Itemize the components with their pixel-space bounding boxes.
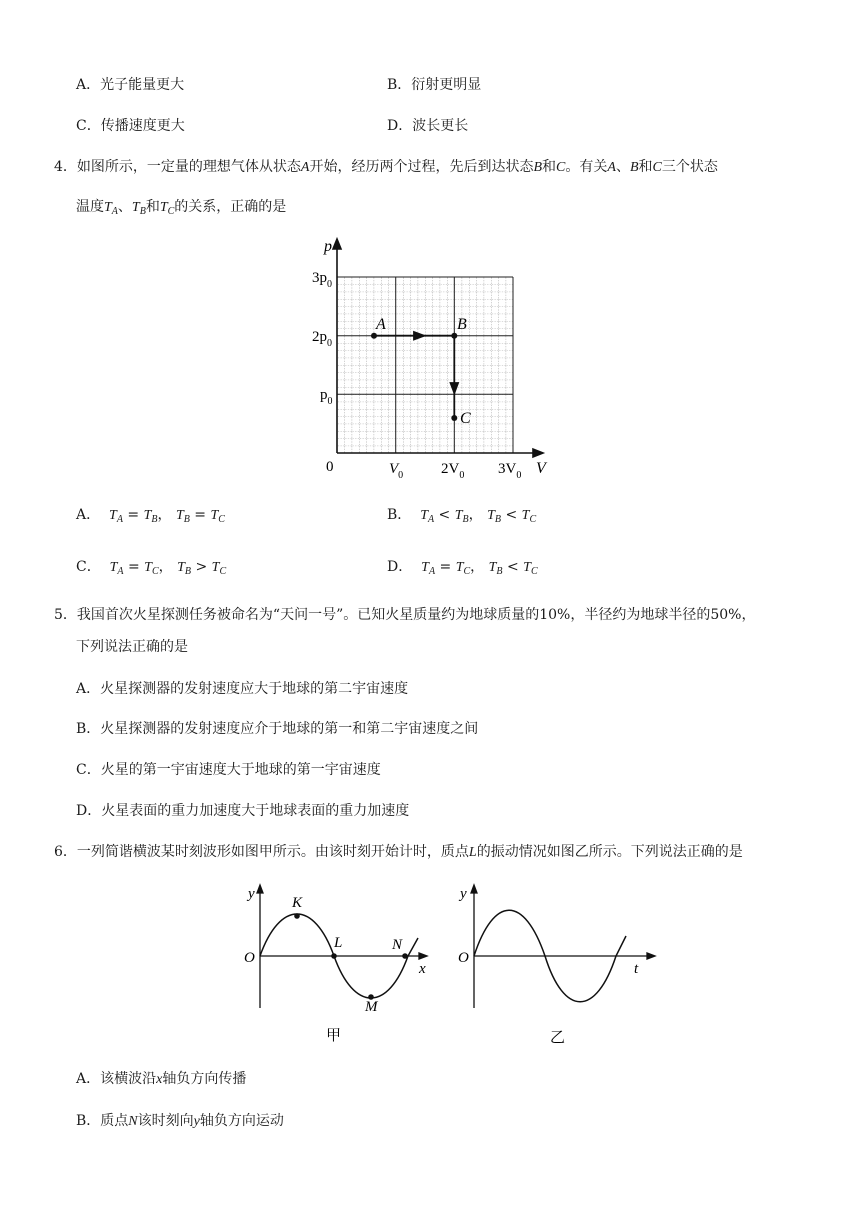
svg-text:3V0: $3V_0$: [498, 461, 522, 481]
point-c: [451, 415, 457, 421]
q4-option-d: D． $T_A = T_C$， $T_B < T_C$: [387, 559, 538, 577]
l-label: L: [334, 935, 343, 951]
origin-label: O: [458, 950, 469, 966]
x-tick-2v0: [441, 461, 464, 481]
k-label: K: [292, 895, 303, 911]
q3-option-d: D．波长更长: [387, 118, 469, 134]
q5-option-b: B．火星探测器的发射速度应介于地球的第一和第二宇宙速度之间: [76, 721, 479, 737]
svg-text:p0: $p_0$: [320, 387, 333, 407]
y-axis-label: y: [248, 886, 255, 902]
q4-option-a: A． $T_A = T_B$， $T_B = T_C$: [76, 507, 225, 525]
q6-figure-jia: [236, 880, 436, 1050]
origin-label: 0: [326, 459, 334, 475]
point-b-label: B: [457, 316, 467, 333]
y-axis-label: y: [460, 886, 467, 902]
svg-text:2V0: $2V_0$: [441, 461, 465, 481]
q4-stem-line1: 4．如图所示，一定量的理想气体从状态A开始，经历两个过程，先后到达状态B和C。有关A、B和C三个状态: [54, 159, 718, 175]
q6-option-a: A．该横波沿x轴负方向传播: [76, 1071, 247, 1087]
svg-text:V0: $V_0$: [389, 461, 404, 481]
point-c-label: C: [460, 410, 471, 427]
q3-option-a: A．光子能量更大: [76, 77, 185, 93]
q4-pv-graph: [300, 235, 570, 485]
q6-option-b: B．质点N该时刻向y轴负方向运动: [76, 1113, 284, 1129]
m-label: M: [365, 999, 378, 1015]
q5-option-a: A．火星探测器的发射速度应大于地球的第二宇宙速度: [76, 681, 409, 697]
q6-stem: 6．一列简谐横波某时刻波形如图甲所示。由该时刻开始计时，质点L的振动情况如图乙所示。下列说法正确的是: [54, 844, 743, 860]
x-axis-label: x: [419, 961, 426, 977]
v-axis-label: V: [536, 460, 546, 477]
q4-option-c: C． $T_A = T_C$， $T_B > T_C$: [76, 559, 227, 577]
q5-option-c: C．火星的第一宇宙速度大于地球的第一宇宙速度: [76, 762, 381, 778]
caption-jia: 甲: [326, 1028, 342, 1044]
point-a-label: A: [376, 316, 386, 333]
x-tick-v0: [389, 461, 403, 481]
q5-stem-line1: 5．我国首次火星探测任务被命名为“天问一号”。已知火星质量约为地球质量的10%，半径约为地球半径的50%，: [54, 607, 756, 623]
y-tick-2p0: [312, 329, 332, 349]
origin-label: O: [244, 950, 255, 966]
q4-option-b: B． $T_A < T_B$， $T_B < T_C$: [387, 507, 537, 525]
n-label: N: [392, 937, 403, 953]
caption-yi: 乙: [550, 1030, 566, 1046]
q3-option-c: C．传播速度更大: [76, 118, 185, 134]
q5-option-d: D．火星表面的重力加速度大于地球表面的重力加速度: [76, 803, 410, 819]
svg-text:3p0: $3p_0$: [312, 270, 332, 290]
y-tick-3p0: [312, 270, 332, 290]
p-axis-label: p: [324, 238, 332, 255]
point-a: [371, 333, 377, 339]
q3-option-b: B．衍射更明显: [387, 77, 482, 93]
point-k: [294, 913, 300, 919]
q4-stem-line2: 温度$T_A$、$T_B$和$T_C$的关系，正确的是: [76, 199, 287, 217]
svg-text:2p0: $2p_0$: [312, 329, 332, 349]
grid-fine: [337, 277, 513, 453]
x-tick-3v0: [498, 461, 521, 481]
point-l: [331, 953, 337, 959]
q6-figure-yi: [450, 880, 660, 1050]
point-b: [451, 333, 457, 339]
point-n: [402, 953, 408, 959]
y-tick-p0: [320, 387, 333, 407]
q5-stem-line2: 下列说法正确的是: [76, 639, 188, 655]
t-axis-label: t: [634, 961, 639, 977]
